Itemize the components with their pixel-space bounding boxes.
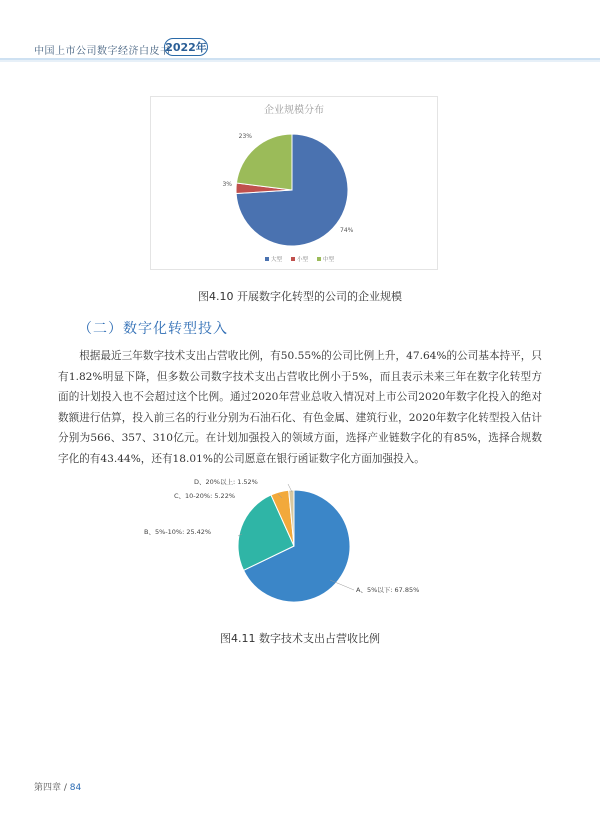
pie-chart-company-size [151, 97, 437, 269]
header-divider [0, 58, 600, 62]
page-footer [34, 780, 81, 793]
slice-label: B、5%-10%: 25.42% [144, 528, 212, 536]
chapter-label: 第四章 / [34, 783, 67, 793]
page-number: 84 [69, 783, 82, 793]
book-title: 中国上市公司数字经济白皮书 [34, 46, 171, 57]
legend-label: 大型 [271, 257, 283, 263]
slice-label: D、20%以上: 1.52% [194, 478, 258, 486]
pie-chart-digital-spend [130, 476, 470, 616]
pie-slice-中型 [236, 134, 292, 190]
slice-label: A、5%以下: 67.85% [356, 586, 420, 594]
slice-label: 74% [340, 227, 354, 234]
legend-swatch [317, 257, 321, 261]
slice-label: 3% [222, 181, 232, 188]
legend-label: 小型 [297, 257, 309, 263]
legend-swatch [265, 257, 269, 261]
figure-caption-4-11: 图4.11 数字技术支出占营收比例 [220, 632, 380, 645]
legend-swatch [291, 257, 295, 261]
legend-label: 中型 [323, 257, 335, 263]
chart-title: 企业规模分布 [264, 105, 324, 116]
page-header [0, 0, 600, 70]
year-badge: 2022年 [164, 38, 208, 56]
figure-caption-4-10: 图4.10 开展数字化转型的公司的企业规模 [198, 290, 402, 303]
section-title: （二）数字化转型投入 [78, 321, 228, 337]
body-paragraph: 根据最近三年数字技术支出占营收比例，有50.55%的公司比例上升，47.64%的公司基本持平，只有1.82%明显下降，但多数公司数字技术支出占营收比例小于5%，而且表示未来三年在数字化转型方面的计划投入也不会超过这个比例。通过2020年营业总收入情况对上市公司2020年数字化投入的绝对数额进行估算，投入前三名的行业分别为石油石化、有色金属、建筑行业，2020年数字化转型投入估计分别为566、357、310亿元。在计划加强投入的领域方面，选择产业链数字化的有85%，选择合规数字化的有43.44%，还有18.01%的公司愿意在银行函证数字化方面加强投入。 [58, 350, 542, 465]
chart-frame-company-size [150, 96, 438, 270]
slice-label: C、10-20%: 5.22% [174, 492, 236, 500]
slice-label: 23% [238, 133, 252, 140]
